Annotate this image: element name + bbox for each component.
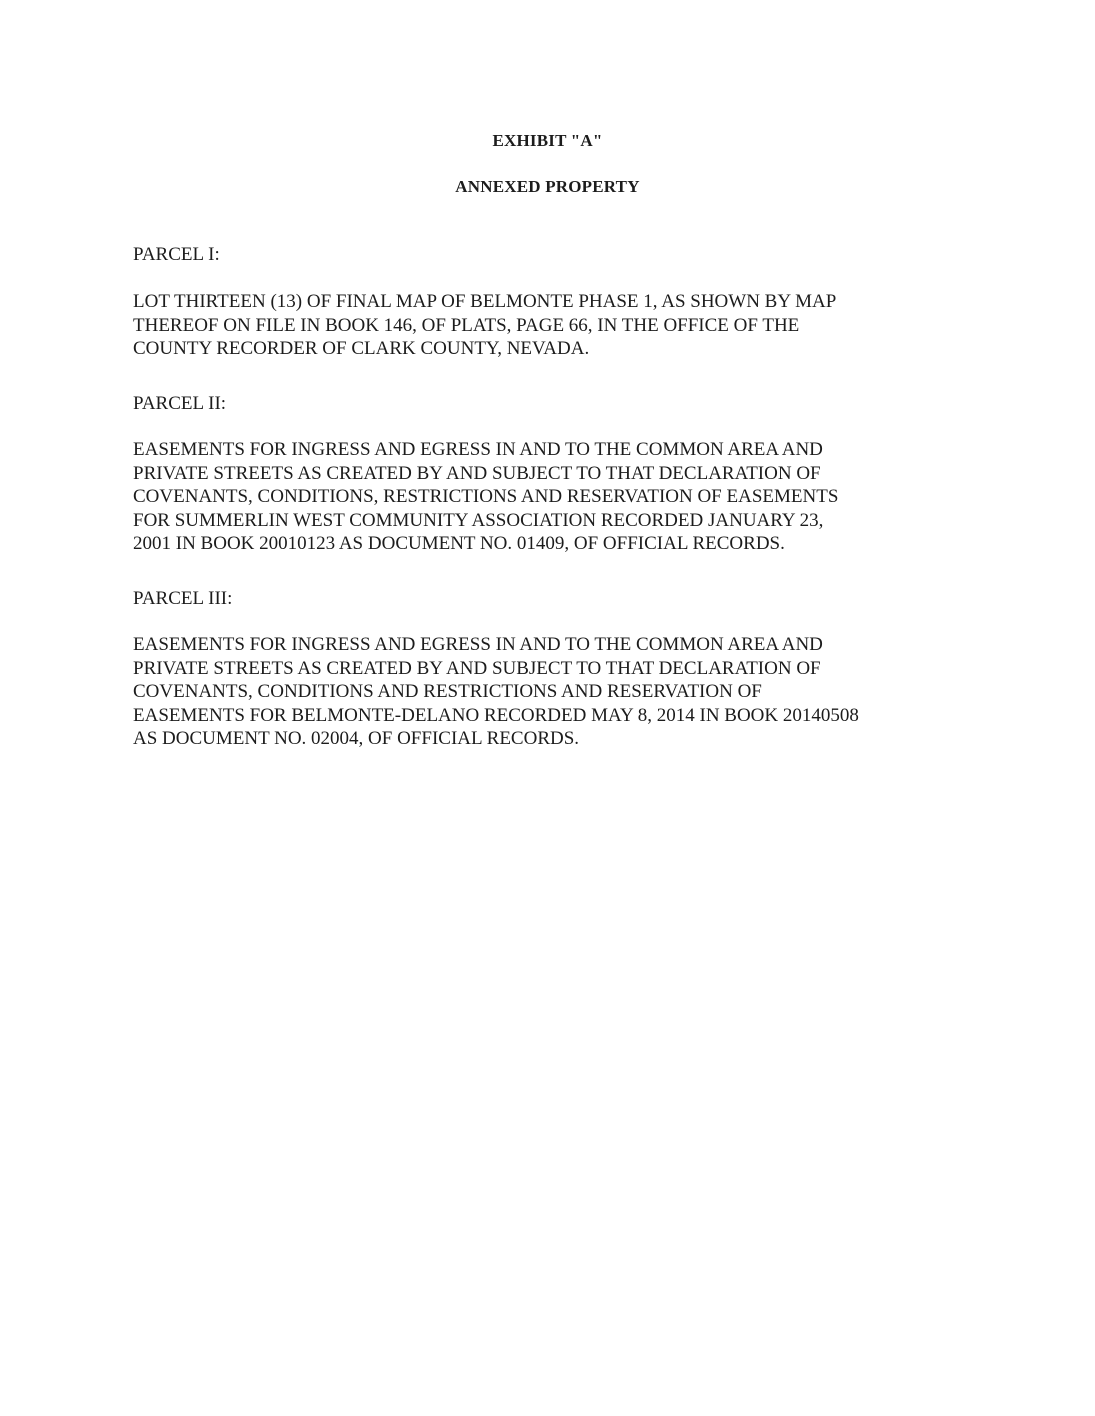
parcel-2-line: COVENANTS, CONDITIONS, RESTRICTIONS AND RESERVATION OF EASEMENTS — [133, 486, 839, 507]
parcel-1-line: THEREOF ON FILE IN BOOK 146, OF PLATS, PAGE 66, IN THE OFFICE OF THE — [133, 314, 800, 336]
parcel-3-description — [133, 633, 963, 751]
parcel-3-line: AS DOCUMENT NO. 02004, OF OFFICIAL RECORDS. — [133, 728, 580, 749]
parcel-3-line: EASEMENTS FOR BELMONTE-DELANO RECORDED MAY 8, 2014 IN BOOK 20140508 — [133, 704, 859, 726]
parcel-3-line: COVENANTS, CONDITIONS AND RESTRICTIONS AND RESERVATION OF — [133, 681, 762, 702]
parcel-2-line: FOR SUMMERLIN WEST COMMUNITY ASSOCIATION RECORDED JANUARY 23, — [133, 509, 824, 531]
parcel-3-line: PRIVATE STREETS AS CREATED BY AND SUBJECT TO THAT DECLARATION OF — [133, 657, 821, 679]
exhibit-title: EXHIBIT "A" — [492, 131, 603, 150]
parcel-1-description — [133, 290, 963, 361]
section-title: ANNEXED PROPERTY — [455, 177, 640, 196]
parcel-3-line: EASEMENTS FOR INGRESS AND EGRESS IN AND TO THE COMMON AREA AND — [133, 634, 823, 655]
parcel-2-line: EASEMENTS FOR INGRESS AND EGRESS IN AND TO THE COMMON AREA AND — [133, 439, 823, 460]
parcel-3-label: PARCEL III: — [133, 588, 233, 609]
parcel-2-line: 2001 IN BOOK 20010123 AS DOCUMENT NO. 01409, OF OFFICIAL RECORDS. — [133, 533, 785, 554]
parcel-2-description — [133, 438, 963, 556]
parcel-2-label: PARCEL II: — [133, 393, 227, 414]
parcel-1-label: PARCEL I: — [133, 244, 220, 265]
parcel-2-line: PRIVATE STREETS AS CREATED BY AND SUBJECT TO THAT DECLARATION OF — [133, 462, 821, 484]
parcel-1-line: COUNTY RECORDER OF CLARK COUNTY, NEVADA. — [133, 338, 590, 359]
parcel-1-line: LOT THIRTEEN (13) OF FINAL MAP OF BELMONTE PHASE 1, AS SHOWN BY MAP — [133, 291, 837, 312]
